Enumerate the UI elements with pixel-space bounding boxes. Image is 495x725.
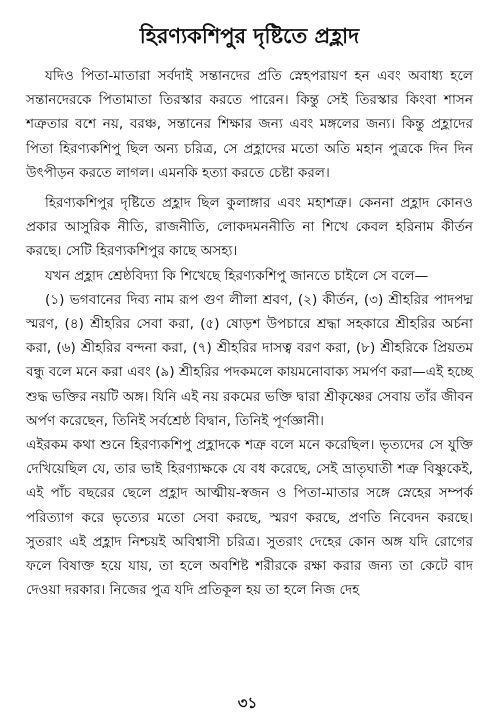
chapter-title: হিরণ্যকশিপুর দৃষ্টিতে প্রহ্লাদ [139, 23, 360, 48]
paragraph-2: হিরণ্যকশিপুর দৃষ্টিতে প্রহ্লাদ ছিল কুলাঙ্গার এবং মহাশত্রু। কেননা প্রহ্লাদ কোনও প্রকার আসুরিক নীতি, রাজনীতি, লোকদমননীতি না শিখে কেবল হরিনাম কীর্তন করছে। সেটি হিরণ্যকশিপুর কাছে অসহ্য। [26, 195, 473, 260]
paragraph-3: যখন প্রহ্লাদ শ্রেষ্ঠবিদ্যা কি শিখেছে হিরণ্যকশিপু জানতে চাইলে সে বলে— [45, 267, 429, 284]
page-number: ৩১ [237, 694, 258, 712]
paragraph-1: যদিও পিতা-মাতারা সর্বদাই সন্তানদের প্রতি স্নেহপরায়ণ হন এবং অবাধ্য হলে সন্তানদেরকে পিতামাতা তিরস্কার করতে পারেন। কিন্তু সেই তিরস্কার কিংবা শাসন শত্রুতার বশে নয়, বরঞ্চ, সন্তানের শিক্ষার জন্য এবং মঙ্গলের জন্য। কিন্তু প্রহ্লাদের পিতা হিরণ্যকশিপু ছিল অন্য চরিত্র, সে প্রহ্লাদের মতো অতি মহান পুত্রকে দিন দিন উৎপীড়ন করতে লাগল। এমনকি হত্যা করতে চেষ্টা করল। [26, 68, 473, 181]
paragraph-4-list: (১) ভগবানের দিব্য নাম রূপ গুণ লীলা শ্রবণ, (২) কীর্তন, (৩) শ্রীহরির পাদপদ্ম স্মরণ, (৪) শ্রীহরির সেবা করা, (৫) ষোড়শ উপচারে শ্রদ্ধা সহকারে শ্রীহরির অর্চনা করা, (৬) শ্রীহরির বন্দনা করা, (৭) শ্রীহরির দাসত্ব বরণ করা, (৮) শ্রীহরিকে প্রিয়তম বন্ধু বলে মনে করা এবং (৯) শ্রীহরির পদকমলে কায়মনোবাক্য সমর্পণ করা—এই হচ্ছে শুদ্ধ ভক্তির নয়টি অঙ্গ। যিনি এই নয় রকমের ভক্তি দ্বারা শ্রীকৃষ্ণের সেবায় তাঁর জীবন অর্পণ করেছেন, তিনিই সর্বশ্রেষ্ঠ বিদ্বান, তিনিই পূর্ণজ্ঞানী। [26, 291, 473, 429]
paragraph-5: এইরকম কথা শুনে হিরণ্যকশিপু প্রহ্লাদকে শত্রু বলে মনে করেছিল। ভৃত্যদের সে যুক্তি দেখিয়েছিল যে, তার ভাই হিরণ্যাক্ষকে যে বধ করেছে, সেই ভ্রাতৃঘাতী শত্রু বিষ্ণুকেই, এই পাঁচ বছরের ছেলে প্রহ্লাদ আত্মীয়-স্বজন ও পিতা-মাতার সঙ্গে স্নেহের সম্পর্ক পরিত্যাগ করে ভৃত্যের মতো সেবা করছে, স্মরণ করছে, প্রণতি নিবেদন করছে। সুতরাং এই প্রহ্লাদ নিশ্চয়ই অবিশ্বাসী চরিত্র। সুতরাং দেহের কোন অঙ্গ যদি রোগের ফলে বিষাক্ত হয়ে যায়, তা হলে অবশিষ্ট শরীরকে রক্ষা করার জন্য তা কেটে বাদ দেওয়া দরকার। নিজের পুত্র যদি প্রতিকূল হয় তা হলে নিজ দেহ [26, 437, 474, 599]
